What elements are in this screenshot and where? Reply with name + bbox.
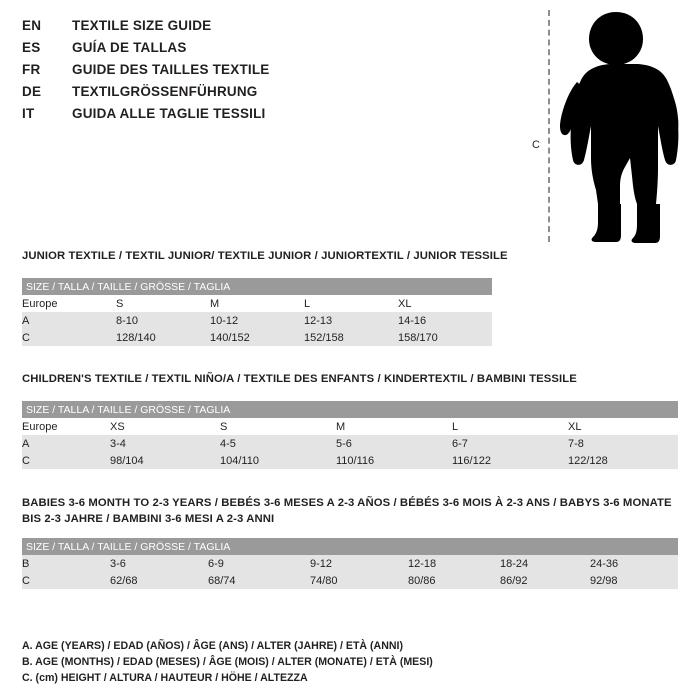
cell-value: 92/98 xyxy=(590,572,678,589)
cell-value: 9-12 xyxy=(310,555,408,572)
junior-size-table xyxy=(22,278,492,346)
cell-value: 18-24 xyxy=(500,555,590,572)
language-row-es xyxy=(22,40,502,60)
cell-value: 110/116 xyxy=(336,452,452,469)
legend-item-a: A. AGE (YEARS) / EDAD (AÑOS) / ÂGE (ANS) / ALTER (JAHRE) / ETÀ (ANNI) xyxy=(22,640,403,652)
cell-value: 86/92 xyxy=(500,572,590,589)
column-label: XL xyxy=(398,295,492,312)
table-row xyxy=(22,312,492,329)
child-silhouette-icon xyxy=(558,8,680,244)
section-title-children: CHILDREN'S TEXTILE / TEXTIL NIÑO/A / TEXTILE DES ENFANTS / KINDERTEXTIL / BAMBINI TESSILE xyxy=(22,373,577,385)
column-label: Europe xyxy=(22,418,110,435)
measure-label-c: C xyxy=(532,139,540,151)
language-title: GUIDA ALLE TAGLIE TESSILI xyxy=(72,106,266,121)
column-label: XL xyxy=(568,418,678,435)
cell-value: 3-4 xyxy=(110,435,220,452)
cell-value: 7-8 xyxy=(568,435,678,452)
cell-value: 98/104 xyxy=(110,452,220,469)
column-label: L xyxy=(452,418,568,435)
cell-value: 24-36 xyxy=(590,555,678,572)
column-label: S xyxy=(116,295,210,312)
size-header-label: SIZE / TALLA / TAILLE / GRÖSSE / TAGLIA xyxy=(22,538,678,555)
table-row xyxy=(22,572,678,589)
legend-item-b: B. AGE (MONTHS) / EDAD (MESES) / ÂGE (MOIS) / ALTER (MONATE) / ETÀ (MESI) xyxy=(22,656,433,668)
language-code: EN xyxy=(22,18,42,33)
figure-zone xyxy=(510,8,690,244)
children-size-table xyxy=(22,401,678,469)
column-label: S xyxy=(220,418,336,435)
column-label: L xyxy=(304,295,398,312)
row-label: C xyxy=(22,572,110,589)
language-title: TEXTILGRÖSSENFÜHRUNG xyxy=(72,84,258,99)
language-row-en xyxy=(22,18,502,38)
cell-value: 116/122 xyxy=(452,452,568,469)
language-code: ES xyxy=(22,40,41,55)
language-code: FR xyxy=(22,62,41,77)
size-header-label: SIZE / TALLA / TAILLE / GRÖSSE / TAGLIA xyxy=(22,401,678,418)
cell-value: 122/128 xyxy=(568,452,678,469)
table-header-row xyxy=(22,538,678,555)
language-row-it xyxy=(22,106,502,126)
language-row-de xyxy=(22,84,502,104)
table-header-row xyxy=(22,278,492,295)
table-row xyxy=(22,555,678,572)
cell-value: 140/152 xyxy=(210,329,304,346)
cell-value: 5-6 xyxy=(336,435,452,452)
section-title-junior: JUNIOR TEXTILE / TEXTIL JUNIOR/ TEXTILE JUNIOR / JUNIORTEXTIL / JUNIOR TESSILE xyxy=(22,250,508,262)
babies-size-table xyxy=(22,538,678,589)
language-title: GUÍA DE TALLAS xyxy=(72,40,187,55)
language-row-fr xyxy=(22,62,502,82)
table-row xyxy=(22,452,678,469)
column-label: XS xyxy=(110,418,220,435)
language-title-block xyxy=(22,18,502,128)
table-header-row xyxy=(22,401,678,418)
section-title-babies: BABIES 3-6 MONTH TO 2-3 YEARS / BEBÉS 3-6 MESES A 2-3 AÑOS / BÉBÉS 3-6 MOIS À 2-3 ANS / BABYS 3-6 MONATE BIS 2-3 JAHRE / BAMBINI 3-6 MESI A 2-3 ANNI xyxy=(22,497,672,525)
cell-value: 12-18 xyxy=(408,555,500,572)
size-header-label: SIZE / TALLA / TAILLE / GRÖSSE / TAGLIA xyxy=(22,278,492,295)
cell-value: 62/68 xyxy=(110,572,208,589)
cell-value: 8-10 xyxy=(116,312,210,329)
column-label: M xyxy=(336,418,452,435)
cell-value: 10-12 xyxy=(210,312,304,329)
legend-block xyxy=(22,638,433,686)
table-row xyxy=(22,329,492,346)
language-code: IT xyxy=(22,106,35,121)
table-row xyxy=(22,418,678,435)
language-code: DE xyxy=(22,84,42,99)
cell-value: 14-16 xyxy=(398,312,492,329)
row-label: A xyxy=(22,312,116,329)
row-label: C xyxy=(22,452,110,469)
cell-value: 128/140 xyxy=(116,329,210,346)
row-label: A xyxy=(22,435,110,452)
cell-value: 6-9 xyxy=(208,555,310,572)
cell-value: 158/170 xyxy=(398,329,492,346)
cell-value: 4-5 xyxy=(220,435,336,452)
legend-item-c: C. (cm) HEIGHT / ALTURA / HAUTEUR / HÖHE / ALTEZZA xyxy=(22,672,308,684)
table-row xyxy=(22,295,492,312)
cell-value: 74/80 xyxy=(310,572,408,589)
column-label: Europe xyxy=(22,295,116,312)
cell-value: 68/74 xyxy=(208,572,310,589)
height-measure-line xyxy=(548,10,550,242)
row-label: C xyxy=(22,329,116,346)
column-label: M xyxy=(210,295,304,312)
language-title: TEXTILE SIZE GUIDE xyxy=(72,18,212,33)
table-row xyxy=(22,435,678,452)
cell-value: 104/110 xyxy=(220,452,336,469)
cell-value: 80/86 xyxy=(408,572,500,589)
cell-value: 3-6 xyxy=(110,555,208,572)
row-label: B xyxy=(22,555,110,572)
cell-value: 6-7 xyxy=(452,435,568,452)
cell-value: 12-13 xyxy=(304,312,398,329)
language-title: GUIDE DES TAILLES TEXTILE xyxy=(72,62,270,77)
cell-value: 152/158 xyxy=(304,329,398,346)
